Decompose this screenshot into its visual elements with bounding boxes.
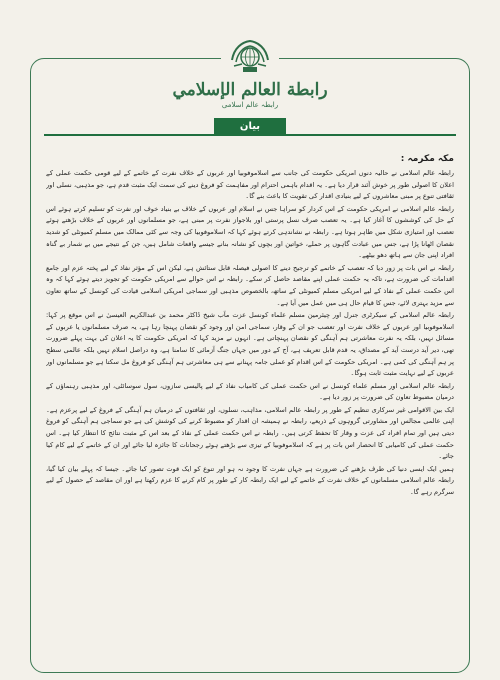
- paragraph: رابطہ عالم اسلامی اور مسلم علماء کونسل نے اس حکمت عملی کی کامیاب نفاذ کے لیے پالیسی سازوں، سول سوسائٹی، اور مذہبی رہنماؤں کے درمیان مضبوط تعاون کی ضرورت پر زور دیا ہے۔: [46, 381, 454, 402]
- paragraph: رابطہ عالم اسلامی کے سیکرٹری جنرل اور چیئرمین مسلم علماء کونسل عزت مآب شیخ ڈاکٹر محمد بن عبدالکریم العیسیٰ نے اس موقع پر کہا: اسلاموفوبیا اور عربوں کے خلاف نفرت اور تعصب جو ان کے وقار، سماجی امن اور وجود کو نقصان پہنچا رہا ہے، یہ صرف مسلمانوں یا عربوں کے مسائل نہیں، بلکہ یہ نفرت معاشرتی ہم آہنگی کو نقصان پہنچاتی ہے۔ انہوں نے مزید کہا کہ امریکی حکومت کا یہ اعلان کی بہت پہلے ضرورت تھی، دیر آید درست آید کے مصداق، یہ قدم قابل تعریف ہے، آج کے دور میں جہاں جنگ آزمائی کا سامنا ہے، وہ دراصل اسلام نہیں بلکہ عالمی سطح پر ہم آہنگی کی کمی ہے۔ امریکی حکومت کے اس اقدام کو عملی جامہ پہنانے سے ہی معاشرتی ہم آہنگی کو فروغ مل سکتا ہے جو مسلمانوں اور عربوں کے لیے نہایت مثبت ثابت ہوگا۔: [46, 311, 454, 378]
- paragraph: رابطہ عالم اسلامی نے امریکی حکومت کے اس کردار کو سراہا جس نے اسلام اور عربوں کے خلاف بے بنیاد خوف اور نفرت کو تسلیم کرتے ہوئے اس کے حل کی کوششوں کا آغاز کیا ہے۔ یہ تعصب صرف نسل پرستی اور بلاجواز نفرت پر مبنی ہے، جو مسلمانوں اور عربوں کے خلاف بڑھتے ہوئے تعصب اور امتیازی شکل میں ظاہر ہوتا ہے۔ رابطہ نے نشاندہی کرتے ہوئے کہا کہ اسلاموفوبیا کی وجہ سے کئی ممالک میں مسلم کمیونٹی کو شدید نقصان اٹھانا پڑا ہے، جس میں عبادت گاہوں پر حملے، خواتین اور بچوں کو نشانہ بنانے جیسے واقعات شامل ہیں، جن کے نتیجے میں بے شمار بے گناہ افراد اپنی جان سے ہاتھ دھو بیٹھے۔: [46, 204, 454, 260]
- paragraph: رابطہ نے اس بات پر زور دیا کہ تعصب کے خاتمے کو ترجیح دینے کا اصولی فیصلہ قابل ستائش ہے، لیکن اس کے مؤثر نفاذ کے لیے پختہ عزم اور جامع اقدامات کی ضرورت ہے، تاکہ یہ حکمت عملی اپنے مقاصد حاصل کر سکے۔ رابطہ نے اس حوالے سے امریکی حکومت کو تجویز دیتے ہوئے کہا کہ وہ اس حکمت عملی کے نفاذ کے لیے امریکی مسلم کمیونٹی کے ساتھ، بالخصوص مذہبی اور سماجی امریکی اسلامی قیادت کی کونسل کے ساتھ تعاون سے مزید بہتری لائے، جس کا قیام حال ہی میں عمل میں آیا ہے۔: [46, 263, 454, 307]
- dateline: مکہ مکرمہ :: [400, 154, 454, 164]
- paragraph: رابطہ عالم اسلامی نے حالیہ دنوں امریکی حکومت کی جانب سے اسلاموفوبیا اور عربوں کے خلاف نفرت کے خاتمے کے لیے قومی حکمت عملی کے اعلان کا اصولی طور پر خوش آئند قرار دیا ہے۔ یہ اقدام باہمی احترام اور مفاہمت کو فروغ دینے کی سمت ایک مثبت قدم ہے، جو مذہبی، نسلی اور ثقافتی تنوع پر مبنی معاشروں کے لیے بنیادی اقدار کی تقویت کا باعث بنے گا۔: [46, 169, 454, 201]
- paragraph: ہمیں ایک ایسی دنیا کی طرف بڑھنے کی ضرورت ہے جہاں نفرت کا وجود نہ ہو اور تنوع کو ایک قوت تصور کیا جائے۔ جیسا کہ پہلے بیان کیا گیا، رابطہ عالم اسلامی مسلمانوں کے خلاف نفرت کے خاتمے کے لیے ایک رابطہ کار کے طور پر کام کرنے کا عزم رکھتا ہے اور ان مقاصد کے حصول کے لیے سرگرم رہے گا۔: [46, 464, 454, 497]
- statement-body: [46, 150, 454, 665]
- section-label: بیان: [214, 118, 286, 136]
- org-name-arabic: رابطة العالم الإسلامي: [172, 80, 328, 100]
- paragraph: ایک بین الاقوامی غیر سرکاری تنظیم کے طور پر رابطہ عالم اسلامی، مذاہب، نسلوں، اور ثقافتوں کے درمیان ہم آہنگی کے فروغ کے لیے پرعزم ہے۔ اپنی عالمی مجالس اور مشاورتی گروہوں کے ذریعے، رابطہ نے ہمیشہ ان اقدار کو مضبوط کرنے کی کوشش کی ہے جو سماجی ہم آہنگی کو فروغ دیتی ہیں اور تمام افراد کی عزت و وقار کا تحفظ کرتی ہیں۔ رابطہ نے اس حکمت عملی کے نفاذ کے بعد اس کے مثبت نتائج کا انتظار کیا ہے۔ اس حکمت عملی کی کامیابی کا انحصار اس بات پر ہے کہ اسلاموفوبیا کے تیزی سے بڑھتے ہوئے رجحانات کا جائزہ لیا جائے اور ان کے خاتمے کے لیے کام کیا جائے۔: [46, 405, 454, 461]
- org-name-urdu: رابطہ عالم اسلامی: [221, 101, 279, 109]
- org-emblem-icon: [221, 36, 279, 80]
